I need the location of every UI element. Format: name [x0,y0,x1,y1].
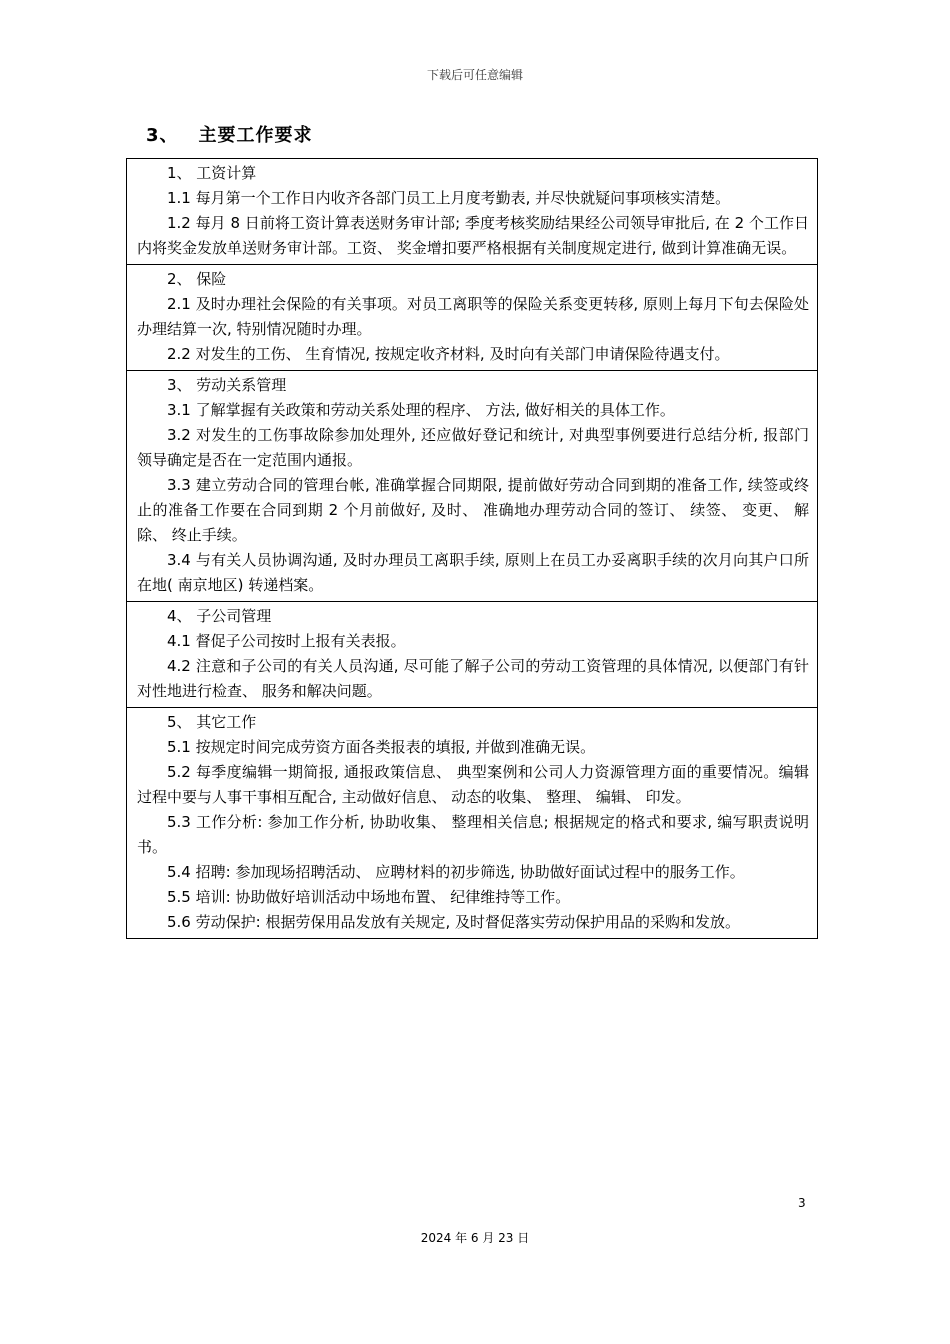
table-row [127,602,818,708]
block-heading: 1、 工资计算 [167,164,257,182]
section-number: 3、 [146,125,179,146]
requirement-item: 4.1 督促子公司按时上报有关表报。 [167,632,406,650]
requirement-item: 5.1 按规定时间完成劳资方面各类报表的填报, 并做到准确无误。 [167,738,596,756]
page-header-note: 下载后可任意编辑 [426,68,523,82]
requirement-item: 3.2 对发生的工伤事故除参加处理外, 还应做好登记和统计, 对典型事例要进行总结分析, 报部门领导确定是否在一定范围内通报。 [137,426,809,469]
requirement-item: 5.3 工作分析: 参加工作分析, 协助收集、 整理相关信息; 根据规定的格式和要求, 编写职责说明书。 [137,813,809,856]
requirement-item: 5.4 招聘: 参加现场招聘活动、 应聘材料的初步筛选, 协助做好面试过程中的服务工作。 [167,863,745,881]
requirement-block-salary [127,159,818,265]
requirement-item: 5.5 培训: 协助做好培训活动中场地布置、 纪律维持等工作。 [167,888,571,906]
table-row [127,708,818,939]
requirement-block-other [127,708,818,939]
block-heading: 3、 劳动关系管理 [167,376,287,394]
block-heading: 2、 保险 [167,270,227,288]
requirement-item: 4.2 注意和子公司的有关人员沟通, 尽可能了解子公司的劳动工资管理的具体情况, 以便部门有针对性地进行检查、 服务和解决问题。 [137,657,809,700]
page-number: 3 [798,1196,806,1210]
requirements-table [126,158,818,939]
requirement-block-labor-relations [127,371,818,602]
block-heading: 4、 子公司管理 [167,607,272,625]
requirement-item: 5.2 每季度编辑一期简报, 通报政策信息、 典型案例和公司人力资源管理方面的重要情况。编辑过程中要与人事干事相互配合, 主动做好信息、 动态的收集、 整理、 编辑、 印发。 [137,763,809,806]
requirement-block-subsidiary [127,602,818,708]
requirement-item: 1.2 每月 8 日前将工资计算表送财务审计部; 季度考核奖励结果经公司领导审批后, 在 2 个工作日内将奖金发放单送财务审计部。工资、 奖金增扣要严格根据有关制度规定进行, 做到计算准确无误。 [137,214,809,257]
requirement-item: 3.1 了解掌握有关政策和劳动关系处理的程序、 方法, 做好相关的具体工作。 [167,401,675,419]
section-title-text: 主要工作要求 [198,125,313,146]
table-row [127,265,818,371]
requirement-item: 1.1 每月第一个工作日内收齐各部门员工上月度考勤表, 并尽快就疑问事项核实清楚。 [167,189,731,207]
requirement-item: 3.3 建立劳动合同的管理台帐, 准确掌握合同期限, 提前做好劳动合同到期的准备工作, 续签或终止的准备工作要在合同到期 2 个月前做好, 及时、 准确地办理劳动合同的签订、 续签、 变更、 解除、 终止手续。 [137,476,809,544]
table-row [127,371,818,602]
section-title [146,121,313,147]
requirement-item: 2.2 对发生的工伤、 生育情况, 按规定收齐材料, 及时向有关部门申请保险待遇支付。 [167,345,730,363]
table-row [127,159,818,265]
requirement-block-insurance [127,265,818,371]
footer-date: 2024 年 6 月 23 日 [420,1231,530,1245]
block-heading: 5、 其它工作 [167,713,257,731]
requirement-item: 5.6 劳动保护: 根据劳保用品发放有关规定, 及时督促落实劳动保护用品的采购和发放。 [167,913,740,931]
requirement-item: 2.1 及时办理社会保险的有关事项。对员工离职等的保险关系变更转移, 原则上每月下旬去保险处办理结算一次, 特别情况随时办理。 [137,295,809,338]
requirement-item: 3.4 与有关人员协调沟通, 及时办理员工离职手续, 原则上在员工办妥离职手续的次月向其户口所在地( 南京地区) 转递档案。 [137,551,809,594]
